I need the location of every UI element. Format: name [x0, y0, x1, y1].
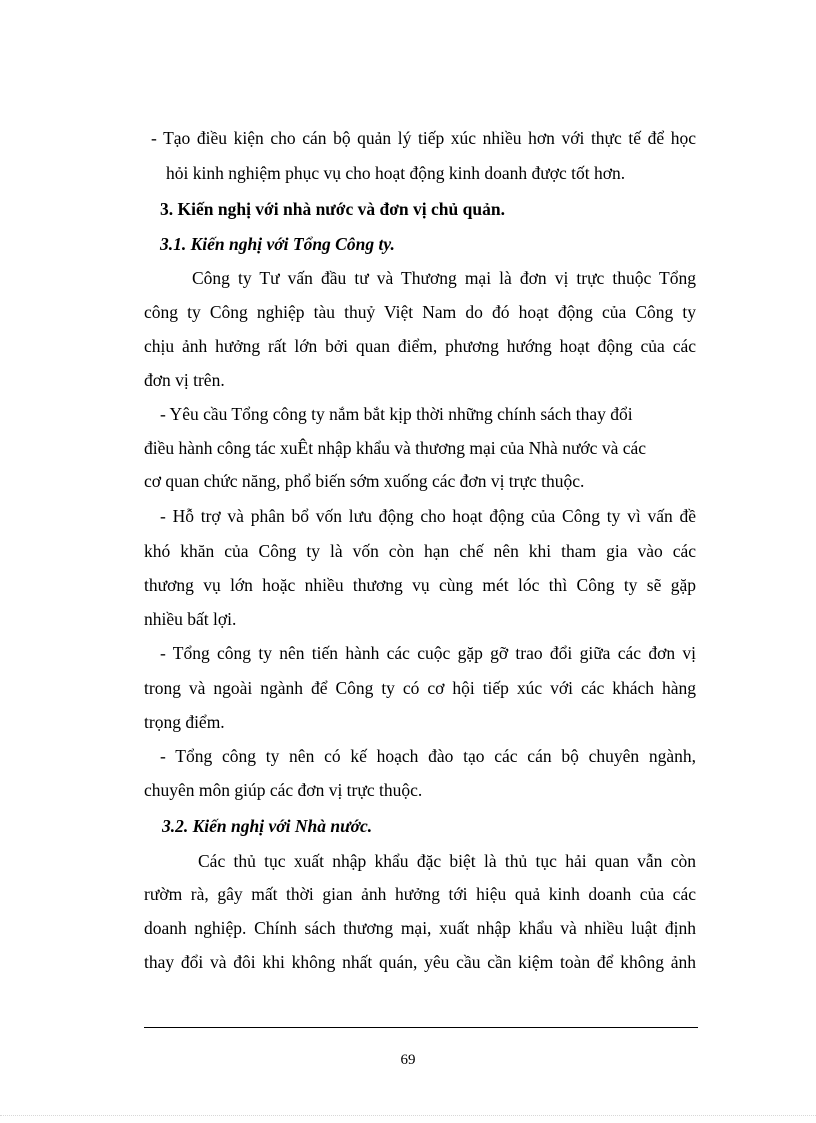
paragraph-line: thay đổi và đôi khi không nhất quán, yêu cầu cần kiệm toàn để không ảnh: [144, 952, 696, 972]
paragraph-line: điều hành công tác xuÊt nhập khẩu và thương mại của Nhà nước và các: [144, 438, 647, 458]
paragraph-line: chịu ảnh hưởng rất lớn bởi quan điểm, phương hướng hoạt động của các: [144, 336, 696, 356]
paragraph-line: Công ty Tư vấn đầu tư và Thương mại là đơn vị trực thuộc Tổng: [192, 268, 696, 288]
bullet-line: - Yêu cầu Tổng công ty nắm bắt kịp thời những chính sách thay đổi: [160, 404, 633, 424]
paragraph-line: nhiều bất lợi.: [144, 609, 237, 629]
paragraph-line: hỏi kinh nghiệm phục vụ cho hoạt động kinh doanh được tốt hơn.: [166, 163, 626, 183]
paragraph-line: công ty Công nghiệp tàu thuỷ Việt Nam do đó hoạt động của Công ty: [144, 302, 696, 322]
page-number: 69: [400, 1052, 416, 1068]
paragraph-line: rườm rà, gây mất thời gian ảnh hưởng tới hiệu quả kinh doanh của các: [144, 884, 696, 904]
paragraph-line: Các thủ tục xuất nhập khẩu đặc biệt là thủ tục hải quan vẫn còn: [198, 851, 696, 871]
footer-divider: [144, 1027, 698, 1028]
paragraph-line: cơ quan chức năng, phổ biến sớm xuống các đơn vị trực thuộc.: [144, 471, 585, 491]
paragraph-line: đơn vị trên.: [144, 370, 225, 390]
paragraph-line: doanh nghiệp. Chính sách thương mại, xuất nhập khẩu và nhiều luật định: [144, 918, 696, 938]
subsection-heading: 3.1. Kiến nghị với Tổng Công ty.: [160, 234, 395, 254]
paragraph-line: trong và ngoài ngành để Công ty có cơ hội tiếp xúc với các khách hàng: [144, 678, 696, 698]
bullet-line: - Hỗ trợ và phân bổ vốn lưu động cho hoạt động của Công ty vì vấn đề: [160, 506, 696, 526]
paragraph-line: chuyên môn giúp các đơn vị trực thuộc.: [144, 780, 423, 800]
section-heading: 3. Kiến nghị với nhà nước và đơn vị chủ quản.: [160, 199, 505, 219]
paragraph-line: trọng điểm.: [144, 712, 225, 732]
paragraph-line: thương vụ lớn hoặc nhiều thương vụ cùng mét lóc thì Công ty sẽ gặp: [144, 575, 696, 595]
subsection-heading: 3.2. Kiến nghị với Nhà nước.: [162, 816, 373, 836]
bullet-line: - Tổng công ty nên có kế hoạch đào tạo các cán bộ chuyên ngành,: [160, 746, 696, 766]
page-edge-divider: [0, 1115, 816, 1116]
paragraph-line: - Tạo điều kiện cho cán bộ quản lý tiếp xúc nhiều hơn với thực tế để học: [151, 128, 696, 148]
bullet-line: - Tổng công ty nên tiến hành các cuộc gặp gỡ trao đổi giữa các đơn vị: [160, 643, 696, 663]
paragraph-line: khó khăn của Công ty là vốn còn hạn chế nên khi tham gia vào các: [144, 541, 696, 561]
